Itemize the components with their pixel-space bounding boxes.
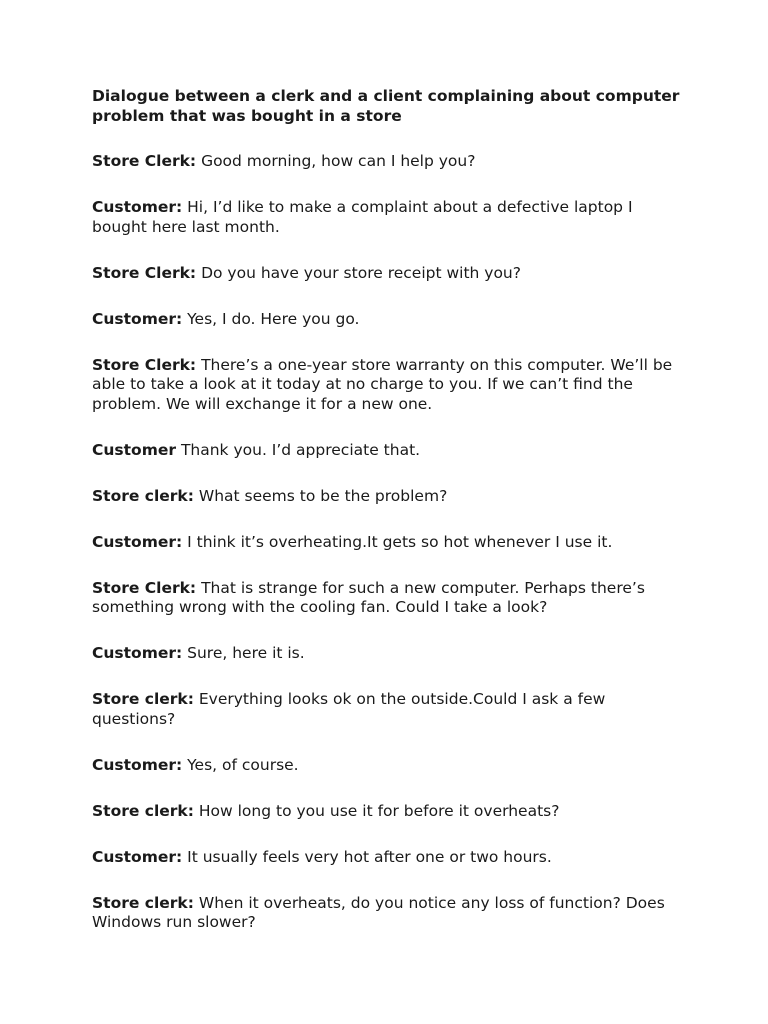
dialogue-line (92, 756, 692, 776)
speaker-label: Customer (92, 440, 177, 459)
dialogue-text: There’s a one-year store warranty on this computer. We’ll be able to take a look at it today at no charge to you. If we can’t find the problem. We will exchange it for a new one. (92, 355, 673, 413)
speaker-label: Store clerk: (92, 486, 194, 505)
speaker-label: Store Clerk: (92, 578, 197, 597)
dialogue-text: Hi, I’d like to make a complaint about a defective laptop I bought here last month. (92, 198, 633, 236)
dialogue-text: Do you have your store receipt with you? (196, 263, 521, 282)
dialogue-text: Thank you. I’d appreciate that. (176, 440, 421, 459)
dialogue-line (92, 441, 692, 461)
speaker-label: Customer: (92, 847, 183, 866)
dialogue-line (92, 690, 692, 729)
speaker-label: Customer: (92, 532, 183, 551)
dialogue-text: Sure, here it is. (182, 644, 305, 662)
dialogue-text: That is strange for such a new computer. Perhaps there’s something wrong with the cooling fan. Could I take a look? (92, 578, 645, 616)
dialogue-text: Yes, of course. (182, 755, 299, 774)
speaker-label: Store clerk: (92, 801, 194, 820)
dialogue-text: What seems to be the problem? (193, 486, 448, 505)
speaker-label: Customer: (92, 198, 183, 216)
dialogue-text: Good morning, how can I help you? (196, 152, 476, 170)
dialogue-line (92, 802, 692, 822)
speaker-label: Store clerk: (92, 690, 194, 708)
speaker-label: Customer: (92, 309, 183, 328)
dialogue-line (92, 579, 692, 618)
dialogue-text: Everything looks ok on the outside.Could I ask a few questions? (92, 690, 606, 728)
speaker-label: Store Clerk: (92, 355, 197, 374)
dialogue-text: It usually feels very hot after one or two hours. (182, 847, 552, 866)
dialogue-line (92, 198, 692, 237)
dialogue-text: Yes, I do. Here you go. (182, 309, 360, 328)
document-page (92, 86, 692, 959)
dialogue-line (92, 894, 692, 933)
dialogue-text: I think it’s overheating.It gets so hot whenever I use it. (182, 532, 613, 551)
dialogue-line (92, 356, 692, 415)
speaker-label: Customer: (92, 644, 183, 662)
document-title: Dialogue between a clerk and a client complaining about computer problem that was bought in a store (92, 87, 680, 125)
dialogue-text: When it overheats, do you notice any loss of function? Does Windows run slower? (92, 893, 665, 931)
dialogue-line (92, 264, 692, 284)
dialogue-line (92, 644, 692, 664)
speaker-label: Store clerk: (92, 893, 194, 912)
speaker-label: Store Clerk: (92, 263, 197, 282)
speaker-label: Store Clerk: (92, 152, 197, 170)
dialogue-line (92, 152, 692, 172)
speaker-label: Customer: (92, 755, 183, 774)
dialogue-text: How long to you use it for before it overheats? (193, 801, 560, 820)
dialogue-line (92, 310, 692, 330)
dialogue-line (92, 487, 692, 507)
dialogue-line (92, 533, 692, 553)
dialogue-line (92, 848, 692, 868)
